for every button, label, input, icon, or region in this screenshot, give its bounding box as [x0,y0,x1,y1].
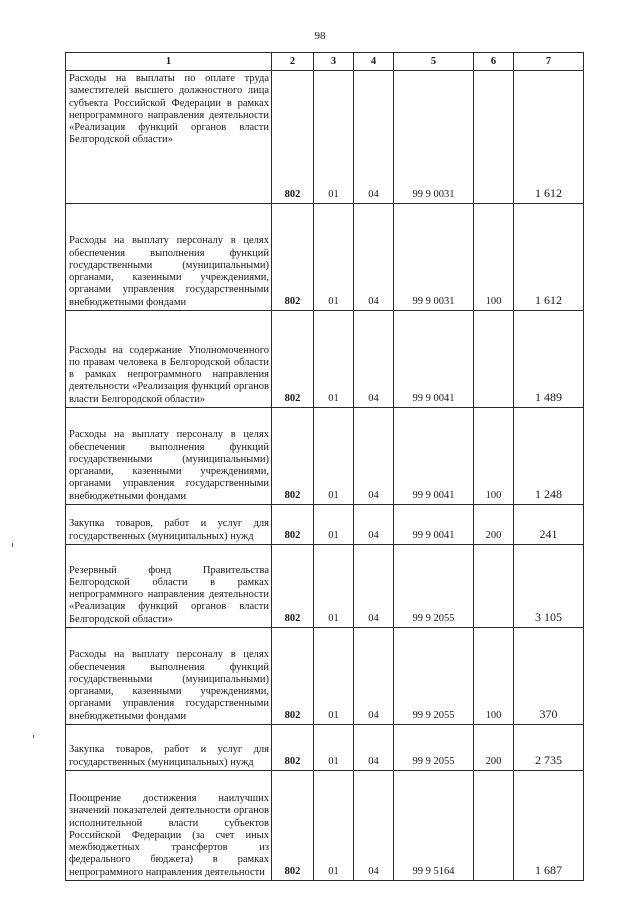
row-subsection: 04 [354,628,394,725]
table-row [66,545,584,628]
row-subsection: 04 [354,545,394,628]
scan-mark [12,543,13,547]
scan-mark [33,735,34,738]
row-name: Расходы на выплату персоналу в целях обеспечения выполнения функций государственными (муниципальными) органами, казенными учреждениями, органами управления государственными внебюджетными фондами [66,408,272,505]
row-target: 99 9 5164 [394,771,474,881]
row-subsection: 04 [354,505,394,545]
row-name: Поощрение достижения наилучших значений показателей деятельности органов исполнительной власти субъектов Российской Федерации (за счет иных межбюджетных трансфертов из федерального бюджета) в рамках непрограммного направления деятельности [66,771,272,881]
row-amount: 241 [514,505,584,545]
row-type: 100 [474,628,514,725]
row-target: 99 9 0031 [394,204,474,311]
row-amount: 1 612 [514,204,584,311]
table-row [66,204,584,311]
header-col-7: 7 [514,53,584,71]
row-subsection: 04 [354,311,394,408]
row-subsection: 04 [354,71,394,204]
row-name: Расходы на выплату персоналу в целях обеспечения выполнения функций государственными (муниципальными) органами, казенными учреждениями, органами управления государственными внебюджетными фондами [66,628,272,725]
row-subsection: 04 [354,204,394,311]
header-col-1: 1 [66,53,272,71]
row-amount: 1 248 [514,408,584,505]
table-row [66,725,584,771]
row-target: 99 9 2055 [394,545,474,628]
header-col-4: 4 [354,53,394,71]
table-row [66,771,584,881]
row-target: 99 9 0041 [394,505,474,545]
table-row [66,71,584,204]
table-row [66,311,584,408]
row-name: Расходы на содержание Уполномоченного по правам человека в Белгородской области в рамках непрограммного направления деятельности «Реализация функций органов власти Белгородской области» [66,311,272,408]
row-grbs: 802 [272,505,314,545]
row-section: 01 [314,408,354,505]
row-target: 99 9 2055 [394,725,474,771]
header-col-6: 6 [474,53,514,71]
row-amount: 1 687 [514,771,584,881]
row-amount: 3 105 [514,545,584,628]
row-grbs: 802 [272,71,314,204]
row-amount: 1 489 [514,311,584,408]
budget-table [65,52,584,881]
row-subsection: 04 [354,408,394,505]
header-col-3: 3 [314,53,354,71]
row-section: 01 [314,771,354,881]
table-row [66,505,584,545]
header-col-2: 2 [272,53,314,71]
row-type: 100 [474,408,514,505]
row-type [474,311,514,408]
row-type [474,545,514,628]
row-target: 99 9 0031 [394,71,474,204]
row-grbs: 802 [272,771,314,881]
row-grbs: 802 [272,311,314,408]
row-name: Резервный фонд Правительства Белгородской области в рамках непрограммного направления деятельности «Реализация функций органов власти Белгородской области» [66,545,272,628]
row-section: 01 [314,628,354,725]
row-type: 200 [474,725,514,771]
row-section: 01 [314,311,354,408]
row-section: 01 [314,71,354,204]
row-grbs: 802 [272,725,314,771]
row-name: Расходы на выплаты по оплате труда заместителей высшего должностного лица субъекта Российской Федерации в рамках непрограммного направления деятельности «Реализация функций органов власти Белгородской области» [66,71,272,204]
row-subsection: 04 [354,771,394,881]
row-grbs: 802 [272,545,314,628]
row-target: 99 9 2055 [394,628,474,725]
row-name: Закупка товаров, работ и услуг для государственных (муниципальных) нужд [66,505,272,545]
row-target: 99 9 0041 [394,408,474,505]
table-header [66,53,584,71]
table-row [66,628,584,725]
row-grbs: 802 [272,408,314,505]
row-section: 01 [314,204,354,311]
row-section: 01 [314,545,354,628]
row-subsection: 04 [354,725,394,771]
row-type [474,771,514,881]
row-type: 100 [474,204,514,311]
row-name: Закупка товаров, работ и услуг для государственных (муниципальных) нужд [66,725,272,771]
row-type: 200 [474,505,514,545]
row-section: 01 [314,505,354,545]
table-row [66,408,584,505]
page-number: 98 [314,30,326,42]
row-grbs: 802 [272,204,314,311]
row-amount: 370 [514,628,584,725]
row-grbs: 802 [272,628,314,725]
row-amount: 2 735 [514,725,584,771]
row-target: 99 9 0041 [394,311,474,408]
header-col-5: 5 [394,53,474,71]
row-amount: 1 612 [514,71,584,204]
row-name: Расходы на выплату персоналу в целях обеспечения выполнения функций государственными (муниципальными) органами, казенными учреждениями, органами управления государственными внебюджетными фондами [66,204,272,311]
row-section: 01 [314,725,354,771]
row-type [474,71,514,204]
